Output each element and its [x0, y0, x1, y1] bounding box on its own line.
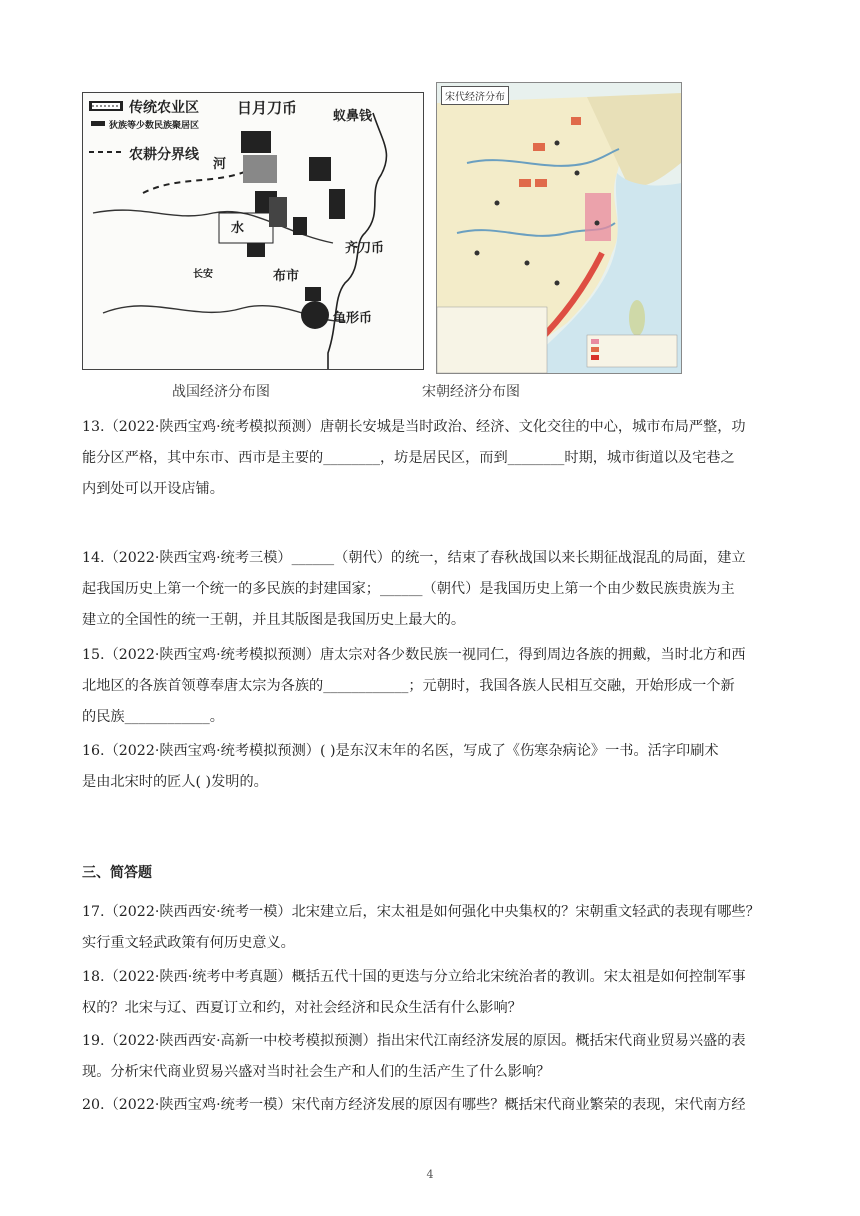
question-20-line-1: 20.（2022·陕西宝鸡·统考一模）宋代南方经济发展的原因有哪些？概括宋代商业繁荣的表现，宋代南方经 — [82, 1097, 746, 1113]
map-legend-label-3: 农耕分界线 — [129, 147, 199, 163]
question-15-line-2: 北地区的各族首领尊奉唐太宗为各族的____________；元朝时，我国各族人民相互交融，开始形成一个新 — [82, 678, 735, 694]
legend-key-3 — [591, 355, 599, 360]
region-block-5 — [219, 213, 273, 243]
question-19-line-1: 19.（2022·陕西西安·高新一中校考模拟预测）指出宋代江南经济发展的原因。概括宋代商业贸易兴盛的表 — [82, 1033, 746, 1049]
question-20 — [82, 1090, 782, 1121]
question-14 — [82, 543, 782, 636]
question-15-line-1: 15.（2022·陕西宝鸡·统考模拟预测）唐太宗对各少数民族一视同仁，得到周边各族的拥戴，当时北方和西 — [82, 647, 746, 663]
map-label-shui: 水 — [231, 221, 245, 236]
map-legend-label-2: 狄族等少数民族聚居区 — [109, 121, 200, 131]
city-dot — [525, 261, 530, 266]
turtle-coin-symbol — [301, 301, 329, 329]
legend-key-1 — [591, 339, 599, 344]
page-number: 4 — [426, 1168, 434, 1181]
taiwan-island — [629, 300, 645, 336]
city-dot — [575, 171, 580, 176]
region-block-3 — [309, 157, 331, 181]
question-16-line-1: 16.（2022·陕西宝鸡·统考模拟预测）( )是东汉末年的名医，写成了《伤寒杂病论》一书。活字印刷术 — [82, 743, 719, 759]
question-15-line-3: 的民族____________。 — [82, 709, 224, 725]
question-14-line-2: 起我国历史上第一个统一的多民族的封建国家；______（朝代）是我国历史上第一个由少数民族贵族为主 — [82, 581, 735, 597]
warring-states-map — [82, 92, 424, 370]
warring-states-map-svg — [83, 93, 423, 369]
label-box-1 — [533, 143, 545, 151]
label-box-4 — [571, 117, 581, 125]
city-dot — [595, 221, 600, 226]
map-label-he: 河 — [213, 157, 227, 172]
map-label-qi-dao: 齐刀币 — [345, 241, 385, 256]
song-economy-map — [436, 82, 682, 374]
map-legend-box-2 — [587, 335, 677, 367]
map-label-yibi: 蚁鼻钱 — [333, 109, 373, 124]
question-18-line-2: 权的？北宋与辽、西夏订立和约，对社会经济和民众生活有什么影响？ — [82, 1000, 522, 1016]
map-label-turtle-coin: 龟形币 — [333, 311, 373, 326]
question-17 — [82, 897, 782, 959]
map-label-riyue: 日月刀币 — [237, 99, 298, 117]
question-14-line-3: 建立的全国性的统一王朝，并且其版图是我国历史上最大的。 — [82, 612, 466, 628]
label-box-2 — [519, 179, 531, 187]
jiangnan-region — [585, 193, 611, 241]
map-legend-label-1: 传统农业区 — [129, 100, 199, 116]
question-17-line-1: 17.（2022·陕西西安·统考一模）北宋建立后，宋太祖是如何强化中央集权的？宋朝重文轻武的表现有哪些？ — [82, 904, 760, 920]
question-14-line-1: 14.（2022·陕西宝鸡·统考三模）______（朝代）的统一，结束了春秋战国以来长期征战混乱的局面，建立 — [82, 550, 746, 566]
question-13-line-2: 能分区严格，其中东市、西市是主要的________，坊是居民区，而到________时期，城市街道以及宅巷之 — [82, 450, 735, 466]
region-block-7 — [247, 243, 265, 257]
region-block-4 — [329, 189, 345, 219]
label-box-3 — [535, 179, 547, 187]
map-label-changan: 长安 — [193, 269, 213, 280]
question-13 — [82, 412, 782, 505]
song-economy-map-svg — [437, 83, 681, 373]
song-map-title: 宋代经济分布 — [441, 86, 509, 105]
question-15 — [82, 640, 782, 733]
section-title: 三、简答题 — [82, 865, 152, 881]
city-dot — [495, 201, 500, 206]
map-label-bushi: 布市 — [273, 269, 300, 284]
question-16 — [82, 736, 782, 798]
question-19-line-2: 现。分析宋代商业贸易兴盛对当时社会生产和人们的生活产生了什么影响？ — [82, 1064, 551, 1080]
region-block-1 — [241, 131, 271, 153]
region-block-6 — [269, 197, 287, 227]
legend-key-2 — [591, 347, 599, 352]
question-13-line-3: 内到处可以开设店铺。 — [82, 481, 224, 497]
question-19 — [82, 1026, 782, 1088]
question-13-line-1: 13.（2022·陕西宝鸡·统考模拟预测）唐朝长安城是当时政治、经济、文化交往的中心，城市布局严整，功 — [82, 419, 746, 435]
question-18 — [82, 962, 782, 1024]
right-map-caption: 宋朝经济分布图 — [422, 384, 520, 400]
map-legend-box — [437, 307, 547, 373]
city-dot — [555, 281, 560, 286]
question-18-line-1: 18.（2022·陕西·统考中考真题）概括五代十国的更迭与分立给北宋统治者的教训。宋太祖是如何控制军事 — [82, 969, 746, 985]
region-block-8 — [293, 217, 307, 235]
region-block-9 — [305, 287, 321, 301]
city-dot — [555, 141, 560, 146]
region-block-checker — [243, 155, 277, 183]
left-map-caption: 战国经济分布图 — [172, 384, 270, 400]
legend-swatch-minority — [91, 121, 105, 126]
question-17-line-2: 实行重文轻武政策有何历史意义。 — [82, 935, 295, 951]
city-dot — [475, 251, 480, 256]
question-16-line-2: 是由北宋时的匠人( )发明的。 — [82, 774, 268, 790]
